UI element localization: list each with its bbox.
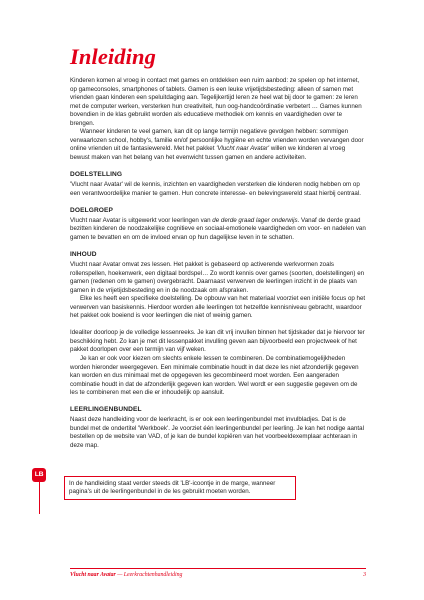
doelgroep-paragraph (70, 217, 366, 243)
heading-doelgroep: DOELGROEP (70, 206, 114, 214)
doelgroep-paragraph-tail: . Vanaf de derde graad bezitten kinderen de noodzakelijke cognitieve en sociaal-emotionele vaardigheden om voor- en nadelen van gamen te bevatten en om de invloed ervan op hun dagelijkse leven in te schatten. (70, 216, 366, 241)
intro-paragraph-2-text: Wanneer kinderen te veel gamen, kan dit op lange termijn negatieve gevolgen hebben: sommigen verwaarlozen school, hobby's, familie en/of persoonlijke hygiëne en echte vrienden worden vervangen door online vrienden uit de fantasiewereld. Met het pakket (70, 128, 364, 153)
lb-note-box (64, 476, 296, 500)
inhoud-paragraph-3: Idealiter doorloop je de volledige lessenreeks. Je kan dit vrij invullen binnen het tijdskader dat je hiervoor ter beschikking hebt. Zo kan je met dit lessenpakket invulling geven aan bijvoorbeeld een projectweek of het pakket doorlopen over een termijn van vijf weken. (70, 329, 365, 354)
page-title: Inleiding (70, 44, 156, 69)
inhoud-paragraph-1: Vlucht naar Avatar omvat zes lessen. Het pakket is gebaseerd op activerende werkvormen zoals rollenspellen, hoekenwerk, een digitaal bordspel… Zo wordt kennis over games (soorten, doelstellingen) en gamen (redenen om te gamen) overgebracht. Daarnaast verwerven de leerlingen inzicht in de plaats van gamen in de vrijetijdsbesteding en in de noodzaak om afspraken. (70, 260, 365, 294)
leerlingenbundel-paragraph: Naast deze handleiding voor de leerkracht, is er ook een leerlingenbundel met invulbladjes. Dat is de bundel met de ondertitel 'Werkboek'. Je voorziet één leerlingenbundel per leerling. Je kan het nodige aantal bestellen op de website van VAD, of je kan de bundel kopiëren van het voorbeeldexemplaar achteraan in deze map. (70, 416, 364, 449)
footer-divider (70, 568, 366, 569)
doelgroep-paragraph-emphasis: de derde graad lager onderwijs (212, 216, 298, 224)
intro-paragraph-1: Kinderen komen al vroeg in contact met games en ontdekken een ruim aanbod: ze spelen op het internet, op gameconsoles, smartphones of tablets. Gamen is een leuke vrijetijdsbesteding: alleen of samen met vrienden gaan kinderen een speluitdaging aan. Tegelijkertijd leren ze heel wat bij door te gamen: ze leren met de computer werken, versterken hun creativiteit, hun oog-handcoördinatie verbetert … Games kunnen bovendien in de klas gebruikt worden als educatieve methodiek om kennis en vaardigheden over te brengen. (70, 77, 362, 127)
heading-inhoud: INHOUD (70, 250, 97, 258)
heading-leerlingenbundel: LEERLINGENBUNDEL (70, 406, 142, 414)
page-number: 3 (363, 572, 366, 578)
main-content (70, 77, 366, 450)
footer (70, 571, 182, 579)
footer-title: Vlucht naar Avatar (70, 572, 116, 578)
intro-paragraph-2-emphasis: 'Vlucht naar Avatar' (216, 145, 270, 153)
lb-margin-line (39, 482, 40, 514)
intro-paragraph-2 (70, 128, 366, 162)
intro-paragraph-2-tail: willen we kinderen al vroeg bewust maken van het belang van het evenwicht tussen gamen en andere activiteiten. (70, 145, 346, 161)
doelstelling-paragraph: 'Vlucht naar Avatar' wil de kennis, inzichten en vaardigheden versterken die kinderen nodig hebben om op een verantwoordelijke manier te gamen. Hun concrete interesse- en belevingswereld staat hierbij centraal. (70, 181, 361, 197)
heading-doelstelling: DOELSTELLING (70, 170, 123, 178)
lb-note-text: In de handleiding staat verder steeds dit 'LB'-icoontje in de marge, wanneer pagina's uit de leerlingenbundel in de les gebruikt moeten worden. (69, 479, 276, 496)
doelgroep-paragraph-text: Vlucht naar Avatar is uitgewerkt voor leerlingen van (70, 216, 213, 224)
inhoud-paragraph-4: Je kan er ook voor kiezen om slechts enkele lessen te combineren. De combinatiemogelijkheden worden hieronder weergegeven. Een minimale combinatie houdt in dat deze les niet afzonderlijk gegeven kan worden en dus minimaal met de opgegeven les gecombineerd moet worden. Een aangeraden combinatie houdt in dat de afzonderlijk gegeven kan worden. Wel wordt er een suggestie gegeven om de les te combineren met een die er inhoudelijk op aansluit. (70, 354, 359, 397)
lb-icon: LB (32, 468, 46, 482)
footer-subtitle: — Leerkrachtenhandleiding (115, 572, 183, 578)
inhoud-paragraph-2: Elke les heeft een specifieke doelstelling. De opbouw van het materiaal voorziet een initiële focus op het verwerven van basiskennis. Hierdoor worden alle leerlingen tot hetzelfde kennisniveau gebracht, waardoor het pakket ook boeiend is voor leerlingen die niet of weinig gamen. (70, 295, 366, 320)
